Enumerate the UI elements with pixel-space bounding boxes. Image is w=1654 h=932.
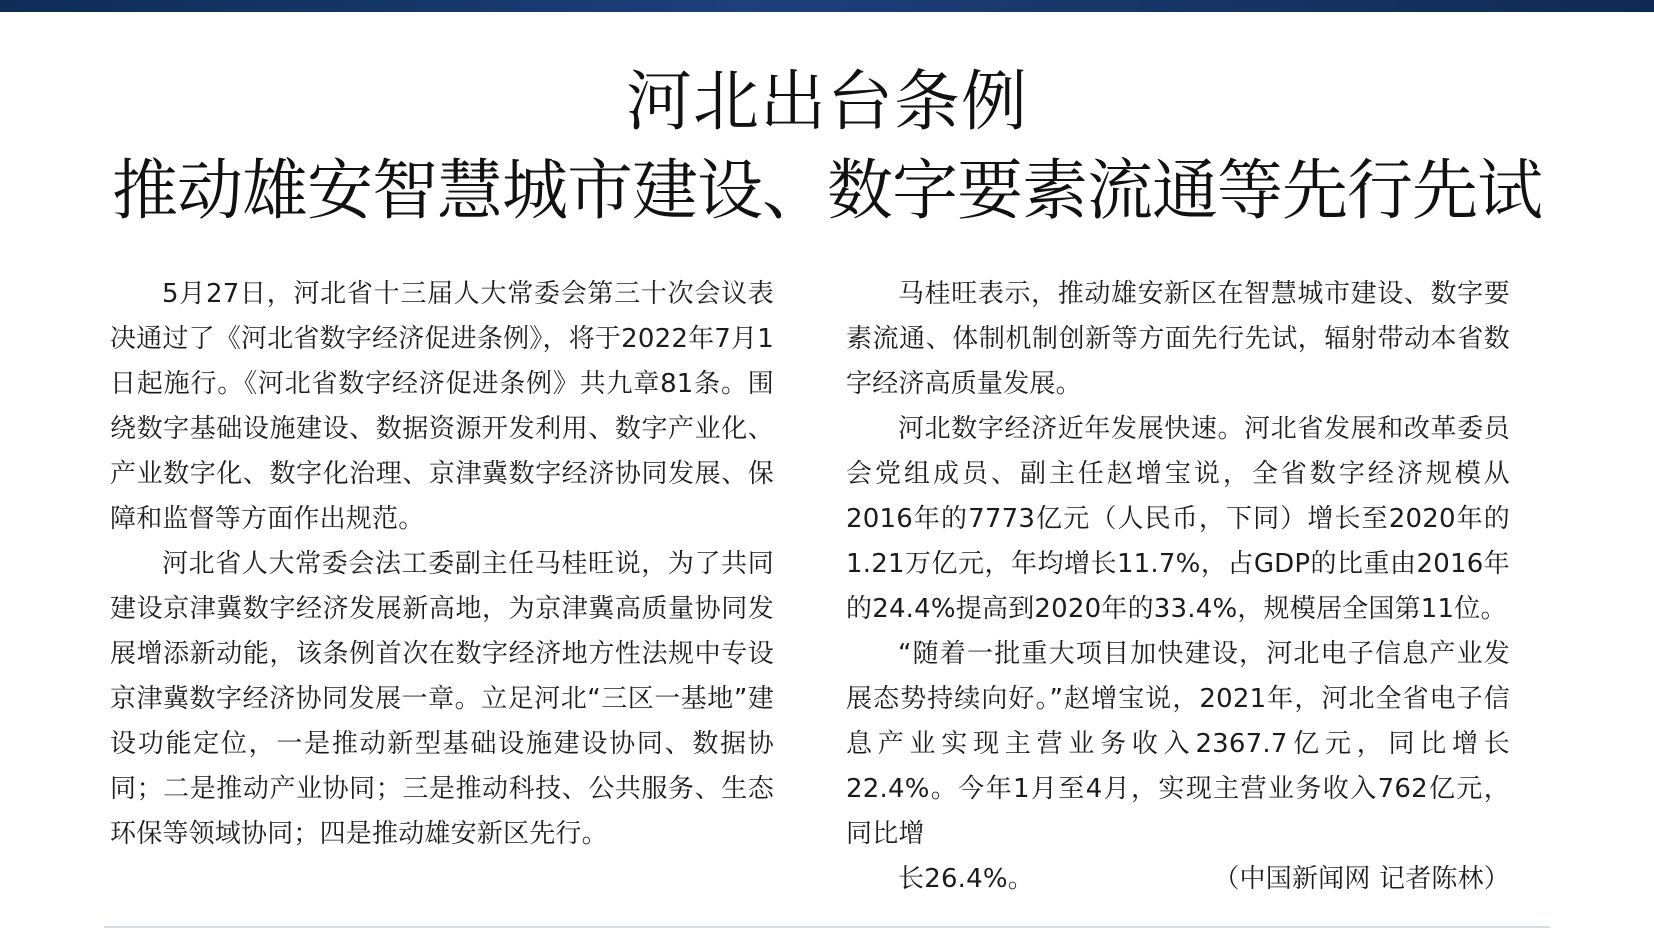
headline bbox=[0, 62, 1654, 240]
paragraph: 马桂旺表示，推动雄安新区在智慧城市建设、数字要素流通、体制机制创新等方面先行先试，辐射带动本省数字经济高质量发展。 bbox=[846, 279, 1510, 399]
top-banner-bar bbox=[0, 0, 1654, 12]
closing-text: 长26.4%。 bbox=[898, 864, 1034, 894]
paragraph: 5月27日，河北省十三届人大常委会第三十次会议表决通过了《河北省数字经济促进条例》，将于2022年7月1日起施行。《河北省数字经济促进条例》共九章81条。围绕数字基础设施建设、数据资源开发利用、数字产业化、产业数字化、数字化治理、京津冀数字经济协同发展、保障和监督等方面作出规范。 bbox=[110, 279, 774, 534]
headline-line-1: 河北出台条例 bbox=[626, 63, 1028, 140]
headline-line-2: 推动雄安智慧城市建设、数字要素流通等先行先试 bbox=[112, 152, 1542, 229]
article-column-left bbox=[110, 272, 774, 857]
paragraph: 河北省人大常委会法工委副主任马桂旺说，为了共同建设京津冀数字经济发展新高地，为京津冀高质量协同发展增添新动能，该条例首次在数字经济地方性法规中专设京津冀数字经济协同发展一章。立足河北“三区一基地”建设功能定位，一是推动新型基础设施建设协同、数据协同；二是推动产业协同；三是推动科技、公共服务、生态环保等领域协同；四是推动雄安新区先行。 bbox=[110, 549, 774, 849]
paragraph: 河北数字经济近年发展快速。河北省发展和改革委员会党组成员、副主任赵增宝说，全省数字经济规模从2016年的7773亿元（人民币，下同）增长至2020年的1.21万亿元，年均增长11.7%，占GDP的比重由2016年的24.4%提高到2020年的33.4%，规模居全国第11位。 bbox=[846, 414, 1510, 624]
bottom-divider bbox=[104, 926, 1550, 928]
paragraph: “随着一批重大项目加快建设，河北电子信息产业发展态势持续向好。”赵增宝说，2021年，河北全省电子信息产业实现主营业务收入2367.7亿元，同比增长22.4%。今年1月至4月，实现主营业务收入762亿元，同比增 bbox=[846, 639, 1510, 849]
closing-line bbox=[846, 857, 1510, 902]
article-column-right bbox=[846, 272, 1510, 902]
byline-credit: （中国新闻网 记者陈林） bbox=[1213, 864, 1510, 894]
